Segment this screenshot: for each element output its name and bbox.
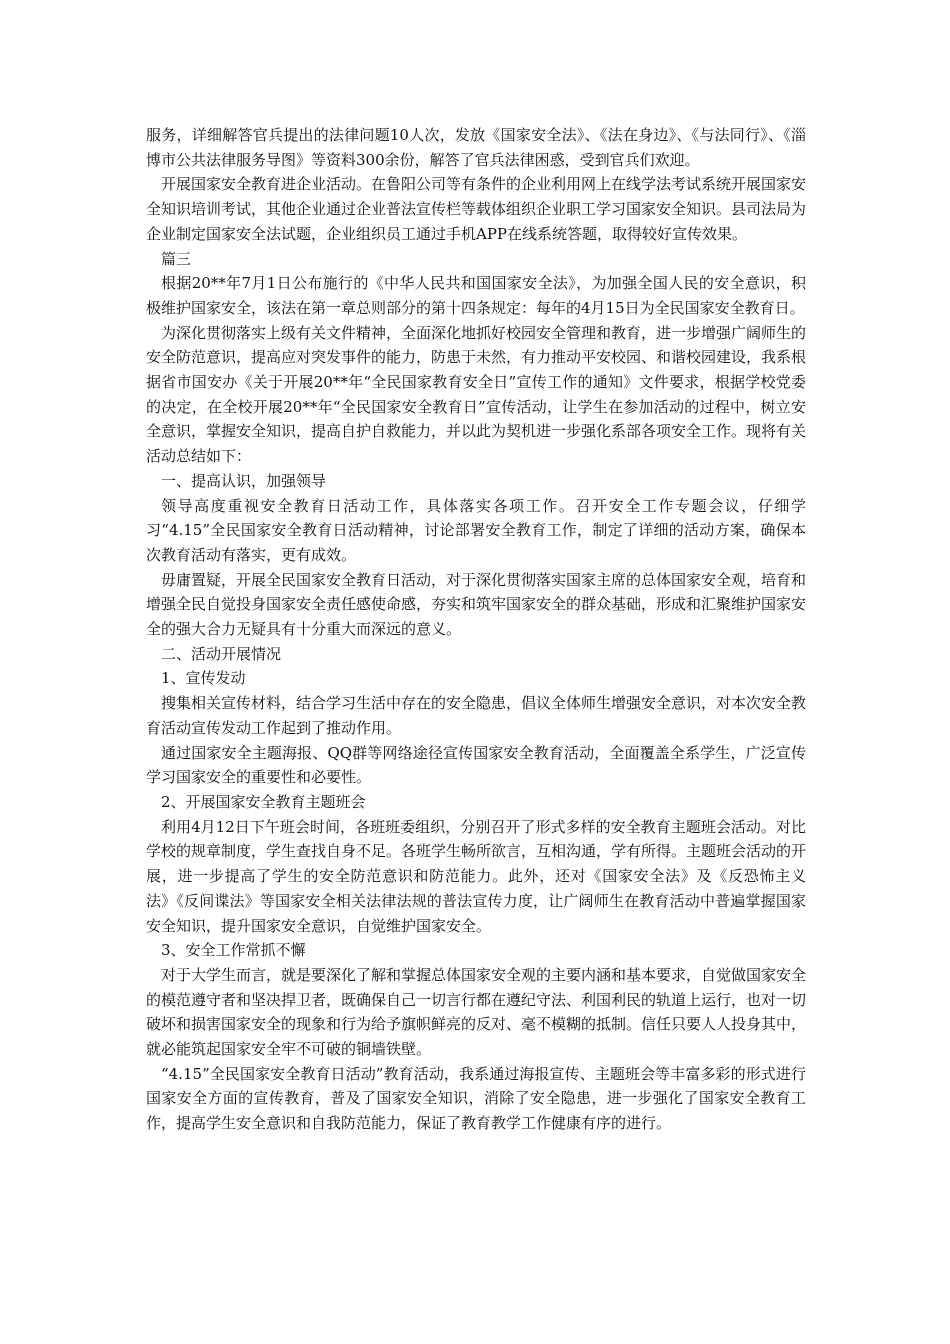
heading-class-meeting: 2、开展国家安全教育主题班会 bbox=[161, 792, 366, 811]
section-heading-part-three: 篇三 bbox=[161, 249, 192, 268]
paragraph-conclusion: “4.15”全民国家安全教育日活动”教育活动，我系通过海报宣传、主题班会等丰富多彩的形式进行国家安全方面的宣传教育，普及了国家安全知识，消除了安全隐患，进一步强化了国家安全教育工作，提高学生安全意识和自我防范能力，保证了教育教学工作健康有序的进行。 bbox=[146, 1064, 806, 1133]
paragraph-purpose: 为深化贯彻落实上级有关文件精神，全面深化地抓好校园安全管理和教育，进一步增强广阔师生的安全防范意识，提高应对突发事件的能力，防患于未然，有力推动平安校园、和谐校园建设，我系根据省市国安办《关于开展20**年“全民国家教育安全日”宣传工作的通知》文件要求，根据学校党委的决定，在全校开展20**年“全民国家安全教育日”宣传活动，让学生在参加活动的过程中，树立安全意识，掌握安全知识，提高自护自救能力，并以此为契机进一步强化系部各项安全工作。现将有关活动总结如下： bbox=[146, 323, 807, 466]
heading-activities: 二、活动开展情况 bbox=[161, 644, 282, 663]
paragraph-leadership: 领导高度重视安全教育日活动工作，具体落实各项工作。召开安全工作专题会议，仔细学习“4.15”全民国家安全教育日活动精神，讨论部署安全教育工作，制定了详细的活动方案，确保本次教育活动有落实，更有成效。 bbox=[146, 496, 806, 564]
heading-raise-awareness: 一、提高认识，加强领导 bbox=[161, 471, 327, 490]
heading-publicity: 1、宣传发动 bbox=[161, 669, 246, 688]
document-page bbox=[146, 123, 806, 1136]
heading-ongoing-safety: 3、安全工作常抓不懈 bbox=[161, 941, 306, 960]
paragraph-enterprise-activity: 开展国家安全教育进企业活动。在鲁阳公司等有条件的企业利用网上在线学法考试系统开展国家安全知识培训考试，其他企业通过企业普法宣传栏等载体组织企业职工学习国家安全知识。县司法局为企业制定国家安全法试题，企业组织员工通过手机APP在线系统答题，取得较好宣传效果。 bbox=[146, 175, 807, 243]
paragraph-students: 对于大学生而言，就是要深化了解和掌握总体国家安全观的主要内涵和基本要求，自觉做国家安全的模范遵守者和坚决捍卫者，既确保自己一切言行都在遵纪守法、利国利民的轨道上运行，也对一切破坏和损害国家安全的现象和行为给予旗帜鲜亮的反对、毫不模糊的抵制。信任只要人人投身其中，就必能筑起国家安全牢不可破的铜墙铁壁。 bbox=[146, 965, 807, 1059]
paragraph-significance: 毋庸置疑，开展全民国家安全教育日活动，对于深化贯彻落实国家主席的总体国家安全观，培育和增强全民自觉投身国家安全责任感使命感，夯实和筑牢国家安全的群众基础，形成和汇聚维护国家安全的强大合力无疑具有十分重大而深远的意义。 bbox=[146, 570, 807, 639]
paragraph-online-publicity: 通过国家安全主题海报、QQ群等网络途径宣传国家安全教育活动，全面覆盖全系学生，广泛宣传学习国家安全的重要性和必要性。 bbox=[146, 743, 806, 787]
paragraph-materials: 搜集相关宣传材料，结合学习生活中存在的安全隐患，倡议全体师生增强安全意识，对本次安全教育活动宣传发动工作起到了推动作用。 bbox=[146, 694, 807, 737]
paragraph-law-background: 根据20**年7月1日公布施行的《中华人民共和国国家安全法》，为加强全国人民的安全意识，积极维护国家安全，该法在第一章总则部分的第十四条规定：每年的4月15日为全民国家安全教育日。 bbox=[146, 274, 806, 317]
paragraph-continuation: 服务，详细解答官兵提出的法律问题10人次，发放《国家安全法》、《法在身边》、《与法同行》、《淄博市公共法律服务导图》等资料300余份，解答了官兵法律困惑，受到官兵们欢迎。 bbox=[146, 126, 806, 169]
paragraph-class-meeting: 利用4月12日下午班会时间，各班班委组织，分别召开了形式多样的安全教育主题班会活动。对比学校的规章制度，学生查找自身不足。各班学生畅所欲言，互相沟通，学有所得。主题班会活动的开展，进一步提高了学生的安全防范意识和防范能力。此外，还对《国家安全法》及《反恐怖主义法》《反间谍法》等国家安全相关法律法规的普法宣传力度，让广阔师生在教育活动中普遍掌握国家安全知识，提升国家安全意识，自觉维护国家安全。 bbox=[146, 817, 807, 935]
